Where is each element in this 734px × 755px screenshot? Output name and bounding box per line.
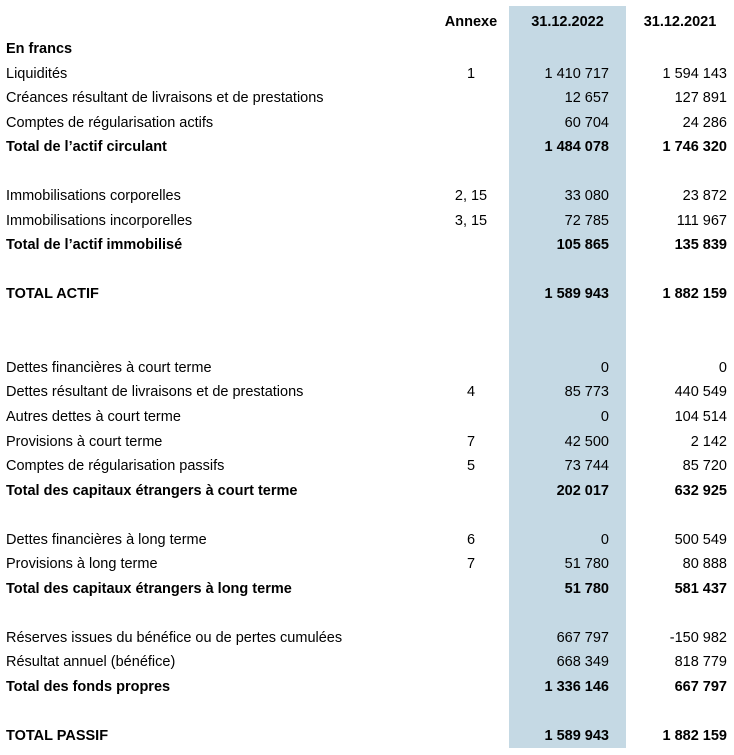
table-row (0, 209, 734, 233)
table-row (0, 282, 734, 306)
value-2022: 42 500 (564, 434, 609, 450)
value-2022: 1 589 943 (544, 728, 609, 744)
row-label: Total des capitaux étrangers à court terme (6, 483, 298, 499)
value-2022: 668 349 (556, 654, 609, 670)
value-2022: 1 336 146 (544, 679, 609, 695)
value-2021: 1 746 320 (662, 139, 727, 155)
annex-header: Annexe (444, 14, 498, 30)
row-label: Résultat annuel (bénéfice) (6, 654, 176, 670)
table-row (0, 62, 734, 86)
row-label: Comptes de régularisation actifs (6, 115, 214, 131)
value-2021: -150 982 (669, 630, 727, 646)
value-2022: 0 (600, 532, 609, 548)
table-row (0, 184, 734, 208)
row-label: Total des fonds propres (6, 679, 171, 695)
row-annex: 4 (466, 384, 476, 400)
row-label: Total des capitaux étrangers à long terme (6, 581, 292, 597)
value-2021: 1 882 159 (662, 286, 727, 302)
table-row (0, 430, 734, 454)
row-label: Liquidités (6, 66, 68, 82)
col-2021-header: 31.12.2021 (643, 14, 717, 30)
table-row (0, 675, 734, 699)
currency-row (0, 37, 734, 61)
value-2021: 111 967 (676, 213, 727, 229)
table-row (0, 405, 734, 429)
row-annex: 2, 15 (454, 188, 488, 204)
value-2021: 24 286 (682, 115, 727, 131)
value-2022: 72 785 (564, 213, 609, 229)
value-2021: 440 549 (674, 384, 727, 400)
value-2021: 135 839 (674, 237, 727, 253)
row-label: Provisions à court terme (6, 434, 163, 450)
col-2022-header: 31.12.2022 (531, 14, 604, 30)
value-2021: 818 779 (674, 654, 727, 670)
value-2022: 105 865 (556, 237, 609, 253)
row-label: Réserves issues du bénéfice ou de pertes cumulées (6, 630, 343, 646)
table-row (0, 528, 734, 552)
row-label: TOTAL ACTIF (6, 286, 99, 302)
value-2022: 1 589 943 (544, 286, 609, 302)
value-2021: 104 514 (674, 409, 727, 425)
table-row (0, 479, 734, 503)
row-annex: 7 (466, 556, 476, 572)
value-2021: 80 888 (682, 556, 727, 572)
value-2022: 51 780 (564, 581, 609, 597)
row-label: Comptes de régularisation passifs (6, 458, 225, 474)
value-2022: 202 017 (556, 483, 609, 499)
value-2022: 1 484 078 (544, 139, 609, 155)
value-2021: 0 (718, 360, 727, 376)
row-annex: 7 (466, 434, 476, 450)
row-annex: 5 (466, 458, 476, 474)
table-row (0, 650, 734, 674)
value-2022: 667 797 (556, 630, 609, 646)
value-2021: 632 925 (674, 483, 727, 499)
table-row (0, 626, 734, 650)
table-row (0, 454, 734, 478)
value-2022: 12 657 (564, 90, 609, 106)
row-label: Immobilisations incorporelles (6, 213, 193, 229)
row-label: Dettes résultant de livraisons et de prestations (6, 384, 304, 400)
table-row (0, 724, 734, 748)
row-label: Dettes financières à long terme (6, 532, 207, 548)
value-2022: 33 080 (564, 188, 609, 204)
row-label: Créances résultant de livraisons et de prestations (6, 90, 324, 106)
row-label: Immobilisations corporelles (6, 188, 181, 204)
table-row (0, 356, 734, 380)
table-row (0, 135, 734, 159)
value-2021: 23 872 (682, 188, 727, 204)
table-row (0, 380, 734, 404)
value-2021: 1 594 143 (662, 66, 727, 82)
table-row (0, 111, 734, 135)
value-2021: 85 720 (682, 458, 727, 474)
value-2021: 500 549 (674, 532, 727, 548)
value-2022: 85 773 (564, 384, 609, 400)
value-2021: 581 437 (674, 581, 727, 597)
row-label: Provisions à long terme (6, 556, 158, 572)
row-annex: 6 (466, 532, 476, 548)
value-2021: 667 797 (674, 679, 727, 695)
table-row (0, 552, 734, 576)
row-label: TOTAL PASSIF (6, 728, 109, 744)
value-2021: 127 891 (674, 90, 727, 106)
value-2022: 73 744 (564, 458, 609, 474)
row-annex: 1 (466, 66, 476, 82)
value-2022: 0 (600, 409, 609, 425)
table-row (0, 577, 734, 601)
table-row (0, 233, 734, 257)
row-label: Dettes financières à court terme (6, 360, 212, 376)
currency-label: En francs (6, 41, 73, 57)
row-label: Total de l’actif immobilisé (6, 237, 183, 253)
row-label: Autres dettes à court terme (6, 409, 181, 425)
value-2022: 0 (600, 360, 609, 376)
value-2022: 60 704 (564, 115, 609, 131)
row-annex: 3, 15 (454, 213, 488, 229)
value-2022: 51 780 (564, 556, 609, 572)
row-label: Total de l’actif circulant (6, 139, 167, 155)
value-2021: 2 142 (690, 434, 727, 450)
value-2022: 1 410 717 (544, 66, 609, 82)
header-row (0, 10, 734, 34)
table-row (0, 86, 734, 110)
value-2021: 1 882 159 (662, 728, 727, 744)
